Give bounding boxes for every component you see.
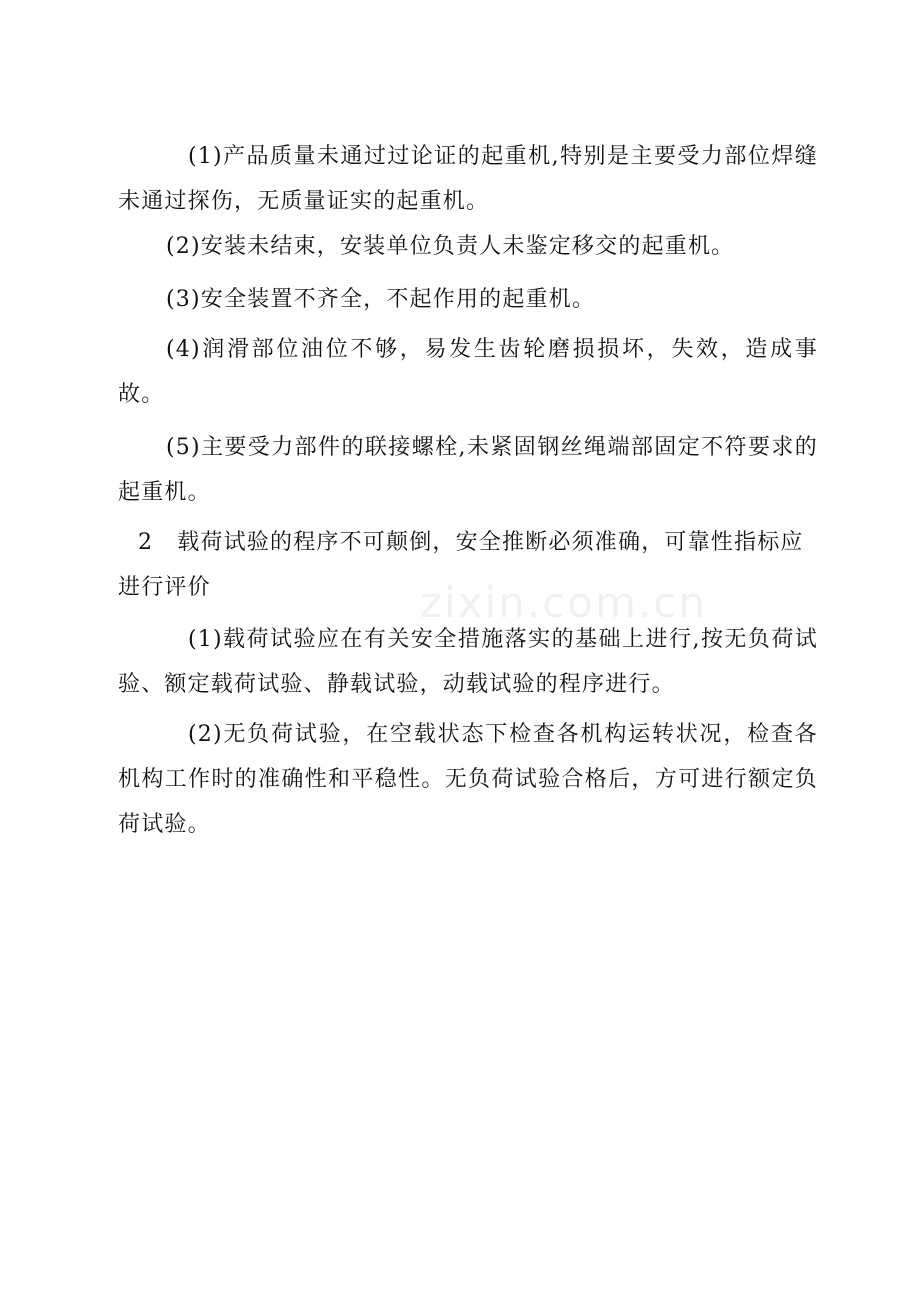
section-number: 2 — [138, 530, 154, 555]
paragraph-item-3: (3)安全装置不齐全，不起作用的起重机。 — [166, 287, 596, 312]
paragraph-item-2: (2)安装未结束，安装单位负责人未鉴定移交的起重机。 — [166, 234, 735, 259]
paragraph-item-5: (5)主要受力部件的联接螺栓,未紧固钢丝绳端部固定不符要求的起重机。 — [118, 435, 818, 505]
watermark: zixin.com.cn — [420, 578, 707, 627]
section-heading-2 — [118, 520, 818, 610]
paragraph-item-4: (4)润滑部位油位不够，易发生齿轮磨损损坏，失效，造成事故。 — [118, 337, 818, 407]
section2-paragraph-1: (1)载荷试验应在有关安全措施落实的基础上进行,按无负荷试验、额定载荷试验、静载试验，动载试验的程序进行。 — [118, 627, 818, 697]
section2-paragraph-2: (2)无负荷试验，在空载状态下检查各机构运转状况，检查各机构工作时的准确性和平稳性。无负荷试验合格后，方可进行额定负荷试验。 — [118, 722, 818, 837]
paragraph-item-1: (1)产品质量未通过过论证的起重机,特别是主要受力部位焊缝未通过探伤，无质量证实的起重机。 — [118, 144, 818, 214]
section-title: 载荷试验的程序不可颠倒，安全推断必须准确，可靠性指标应进行评价 — [118, 530, 804, 600]
